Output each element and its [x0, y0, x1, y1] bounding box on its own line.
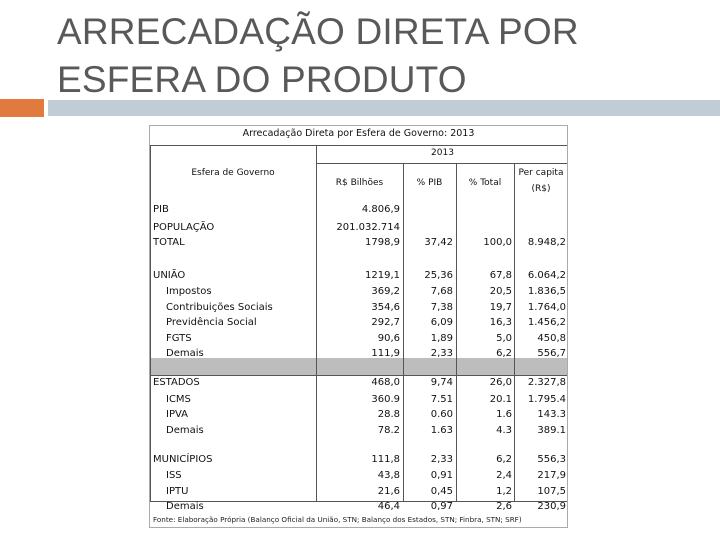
cell-pib: 2,33 — [430, 454, 453, 465]
cell-total: 20.1 — [489, 394, 512, 405]
cell-percapita: 107,5 — [537, 486, 566, 497]
cell-percapita: 230,9 — [537, 501, 566, 512]
cell-bilhoes: 4.806,9 — [361, 204, 400, 215]
cell-percapita: 217,9 — [537, 470, 566, 481]
grid-col-3 — [456, 163, 457, 501]
cell-total: 100,0 — [483, 237, 512, 248]
cell-bilhoes: 43,8 — [377, 470, 400, 481]
cell-pib: 6,09 — [430, 317, 453, 328]
slide-title-line1: ARRECADAÇÃO DIRETA POR — [57, 11, 579, 52]
cell-bilhoes: 1219,1 — [365, 270, 400, 281]
cell-total: 19,7 — [489, 302, 512, 313]
cell-pib: 37,42 — [424, 237, 453, 248]
cell-bilhoes: 292,7 — [371, 317, 400, 328]
title-rule-accent — [0, 99, 44, 117]
cell-bilhoes: 111,8 — [371, 454, 400, 465]
cell-pib: 1,89 — [430, 333, 453, 344]
revenue-table-image — [149, 125, 568, 528]
cell-pib: 1.63 — [430, 425, 453, 436]
year-header: 2013 — [431, 148, 454, 158]
cell-total: 16,3 — [489, 317, 512, 328]
cell-bilhoes: 468,0 — [371, 377, 400, 388]
cell-percapita: 2.327,8 — [527, 377, 566, 388]
slide-title — [57, 8, 707, 104]
grid-col-0 — [150, 145, 151, 501]
cell-percapita: 6.064,2 — [527, 270, 566, 281]
cell-bilhoes: 1798,9 — [365, 237, 400, 248]
cell-percapita: 1.795.4 — [527, 394, 566, 405]
table-heading: Arrecadação Direta por Esfera de Governo: 2013 — [242, 128, 475, 139]
header-percapita-unit: (R$) — [531, 184, 551, 194]
grid-col-2 — [403, 163, 404, 501]
row-label: FGTS — [166, 333, 192, 344]
cell-total: 6,2 — [496, 454, 512, 465]
cell-pib: 0,45 — [430, 486, 453, 497]
header-esfera: Esfera de Governo — [191, 168, 275, 178]
header-total: % Total — [468, 178, 502, 188]
cell-percapita: 389.1 — [537, 425, 566, 436]
row-label: MUNICÍPIOS — [153, 454, 213, 465]
cell-bilhoes: 354,6 — [371, 302, 400, 313]
cell-bilhoes: 78.2 — [377, 425, 400, 436]
row-label: TOTAL — [153, 237, 185, 248]
cell-percapita: 450,8 — [537, 333, 566, 344]
table-top-border — [150, 145, 567, 146]
row-label: Impostos — [166, 286, 212, 297]
row-label: IPVA — [166, 409, 189, 420]
cell-pib: 25,36 — [424, 270, 453, 281]
cell-percapita: 1.456,2 — [527, 317, 566, 328]
cell-pib: 0,91 — [430, 470, 453, 481]
cell-bilhoes: 360.9 — [371, 394, 400, 405]
row-label: Demais — [166, 348, 204, 359]
cell-total: 4.3 — [496, 425, 512, 436]
cell-bilhoes: 201.032.714 — [336, 222, 400, 233]
source-note: Fonte: Elaboração Própria (Balanço Oficial da União, STN; Balanço dos Estados, STN; Finbra, STN; SRF) — [153, 515, 522, 524]
cell-total: 26,0 — [489, 377, 512, 388]
header-pib: % PIB — [416, 178, 443, 188]
row-label: Previdência Social — [166, 317, 257, 328]
row-label: PIB — [153, 204, 169, 215]
slide-title-line2: ESFERA DO PRODUTO — [57, 59, 467, 100]
header-percapita: Per capita — [518, 168, 564, 178]
cell-pib: 7,38 — [430, 302, 453, 313]
cell-total: 6,2 — [496, 348, 512, 359]
cell-total: 67,8 — [489, 270, 512, 281]
title-rule-bar — [48, 100, 720, 116]
cell-total: 2,6 — [496, 501, 512, 512]
cell-pib: 9,74 — [430, 377, 453, 388]
cell-bilhoes: 369,2 — [371, 286, 400, 297]
cell-percapita: 143.3 — [537, 409, 566, 420]
cell-bilhoes: 28.8 — [377, 409, 400, 420]
row-label: ICMS — [166, 394, 191, 405]
cell-bilhoes: 90,6 — [377, 333, 400, 344]
row-label: IPTU — [166, 486, 189, 497]
cell-total: 1.6 — [496, 409, 512, 420]
row-label: Demais — [166, 425, 204, 436]
row-label: ISS — [166, 470, 182, 481]
cell-percapita: 1.836,5 — [527, 286, 566, 297]
cell-pib: 2,33 — [430, 348, 453, 359]
cell-bilhoes: 21,6 — [377, 486, 400, 497]
cell-pib: 0,97 — [430, 501, 453, 512]
cell-percapita: 8.948,2 — [527, 237, 566, 248]
row-label: POPULAÇÃO — [153, 222, 215, 233]
header-bilhoes: R$ Bilhões — [335, 178, 384, 188]
total-row-highlight — [150, 358, 567, 376]
cell-percapita: 1.764,0 — [527, 302, 566, 313]
cell-total: 20,5 — [489, 286, 512, 297]
row-label: Demais — [166, 501, 204, 512]
cell-bilhoes: 111,9 — [371, 348, 400, 359]
row-label: Contribuições Sociais — [166, 302, 273, 313]
cell-pib: 7,68 — [430, 286, 453, 297]
cell-pib: 7.51 — [430, 394, 453, 405]
cell-total: 1,2 — [496, 486, 512, 497]
year-header-divider — [316, 163, 568, 164]
cell-percapita: 556,7 — [537, 348, 566, 359]
grid-col-4 — [514, 163, 515, 501]
total-row-divider — [150, 375, 567, 376]
cell-total: 2,4 — [496, 470, 512, 481]
cell-pib: 0.60 — [430, 409, 453, 420]
cell-total: 5,0 — [496, 333, 512, 344]
row-label: ESTADOS — [153, 377, 200, 388]
row-label: UNIÃO — [153, 270, 186, 281]
cell-bilhoes: 46,4 — [377, 501, 400, 512]
cell-percapita: 556,3 — [537, 454, 566, 465]
